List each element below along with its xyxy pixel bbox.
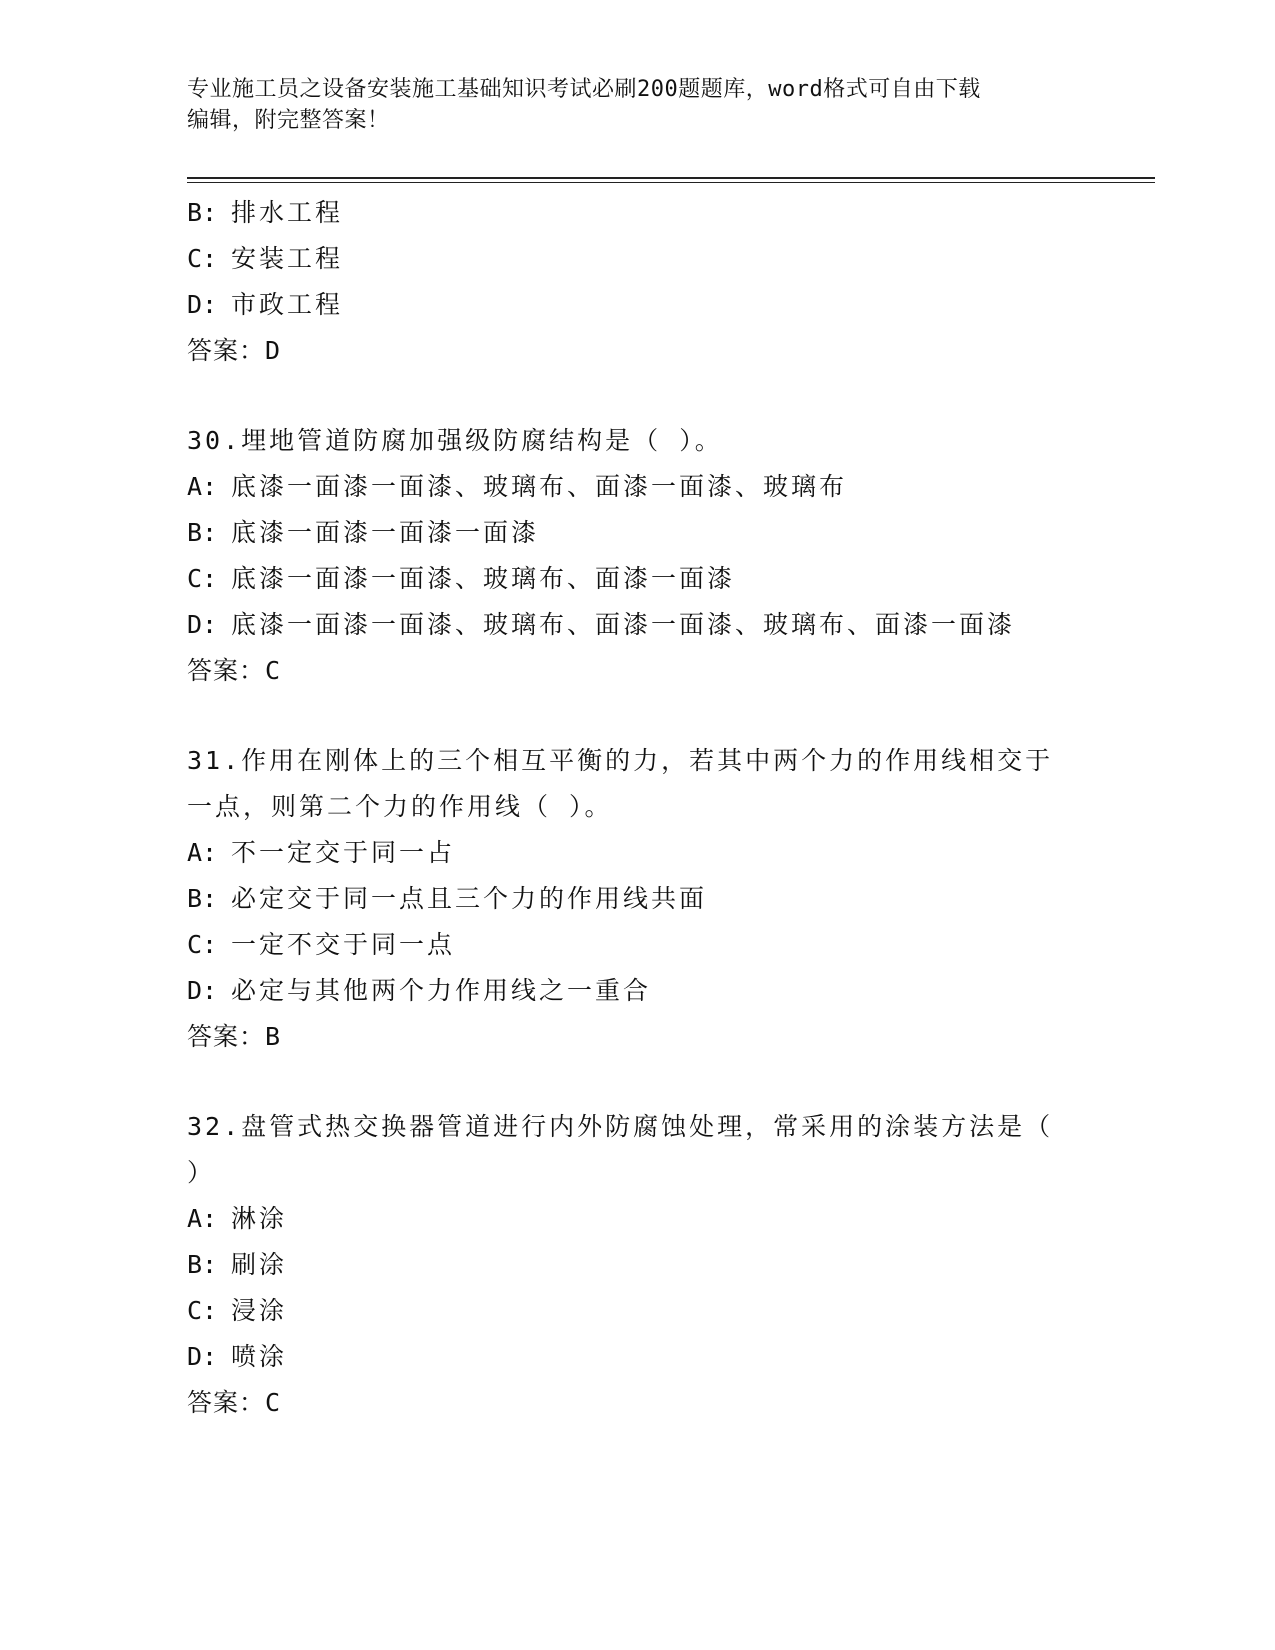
option-c: C: 底漆一面漆一面漆、玻璃布、面漆一面漆 [187,564,736,593]
option-b: B: 必定交于同一点且三个力的作用线共面 [187,884,708,913]
option-a: A: 底漆一面漆一面漆、玻璃布、面漆一面漆、玻璃布 [187,472,848,501]
answer-line: 答案：B [187,1022,282,1051]
option-b: B: 排水工程 [187,198,344,227]
option-b: B: 底漆一面漆一面漆一面漆 [187,518,540,547]
answer-line: 答案：C [187,656,282,685]
option-b: B: 刷涂 [187,1250,288,1279]
question-text: 30.埋地管道防腐加强级防腐结构是（ ）。 [187,426,723,455]
answer-line: 答案：D [187,336,282,365]
answer-line: 答案：C [187,1388,282,1417]
header-rule-thin [187,182,1155,183]
question-text: 32.盘管式热交换器管道进行内外防腐蚀处理，常采用的涂装方法是（ [187,1112,1054,1141]
header-rule-thick [187,177,1155,179]
question-content [187,190,1087,1426]
option-d: D: 市政工程 [187,290,344,319]
question-text: 31.作用在刚体上的三个相互平衡的力，若其中两个力的作用线相交于 [187,746,1054,775]
question-31 [187,738,1087,1060]
option-c: C: 安装工程 [187,244,344,273]
option-c: C: 一定不交于同一点 [187,930,456,959]
option-a: A: 不一定交于同一占 [187,838,456,867]
question-32 [187,1104,1087,1426]
previous-question-tail [187,190,1087,374]
option-d: D: 喷涂 [187,1342,288,1371]
option-d: D: 必定与其他两个力作用线之一重合 [187,976,652,1005]
option-c: C: 浸涂 [187,1296,288,1325]
option-d: D: 底漆一面漆一面漆、玻璃布、面漆一面漆、玻璃布、面漆一面漆 [187,610,1016,639]
option-a: A: 淋涂 [187,1204,288,1233]
document-header [187,74,1067,136]
header-line-1: 专业施工员之设备安装施工基础知识考试必刷200题题库，word格式可自由下载 [187,77,981,102]
question-text-continued: ） [187,1158,216,1187]
question-30 [187,418,1087,694]
question-text-continued: 一点，则第二个力的作用线（ ）。 [187,792,613,821]
header-line-2: 编辑，附完整答案！ [187,108,390,133]
